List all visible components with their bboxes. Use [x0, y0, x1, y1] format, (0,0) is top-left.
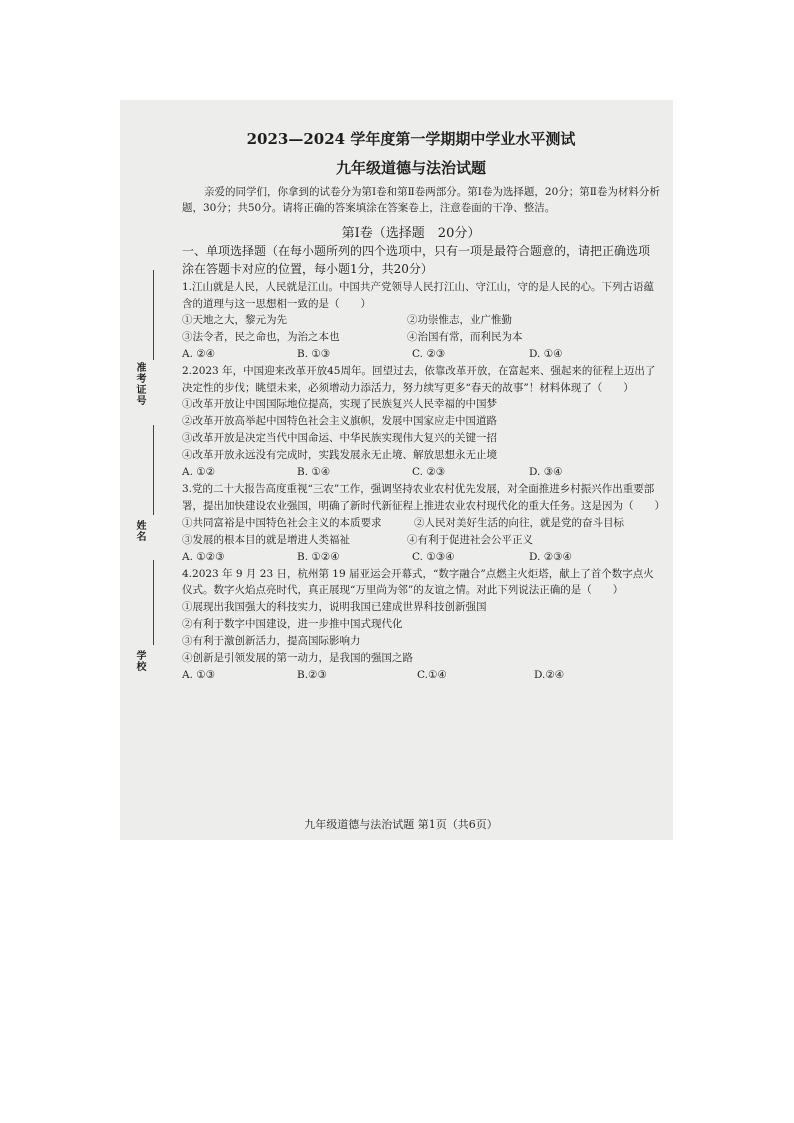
question-4-choice-d[interactable]: D.②④ — [534, 668, 565, 681]
question-4-item-4: ④创新是引领发展的第一动力，是我国的强国之路 — [182, 651, 413, 664]
question-4-choice-a[interactable]: A. ①③ — [182, 668, 216, 681]
question-4-item-3: ③有利于激创新活力，提高国际影响力 — [182, 634, 361, 647]
question-4-item-row-3 — [182, 633, 660, 650]
part-title: 第Ⅰ卷（选择题 20分） — [341, 226, 481, 241]
exam-subtitle: 九年级道德与法治试题 — [335, 159, 486, 177]
question-3-item-1: ①共同富裕是中国特色社会主义的本质要求 — [182, 516, 382, 529]
question-3-choice-b[interactable]: B. ①②④ — [297, 550, 340, 563]
question-2-choice-a[interactable]: A. ①② — [182, 466, 216, 479]
question-1-item-2: ②功崇惟志，业广惟勤 — [407, 314, 512, 327]
question-4-item-2: ②有利于数字中国建设，进一步推中国式现代化 — [182, 617, 403, 630]
question-3-choice-a[interactable]: A. ①②③ — [182, 550, 225, 563]
instructions: 亲爱的同学们，你拿到的试卷分为第Ⅰ卷和第Ⅱ卷两部分。第Ⅰ卷为选择题，20分；第Ⅱ卷为材料分析题，30分；共50分。请将正确的答案填涂在答案卷上，注意卷面的干净、整洁。 — [182, 186, 660, 214]
question-4-choice-b[interactable]: B.②③ — [297, 668, 327, 681]
section-heading: 一、单项选择题（在每小题所列的四个选项中，只有一项是最符合题意的，请把正确选项涂在答题卡对应的位置，每小题1分，共20分） — [182, 244, 651, 276]
question-2-item-1: ①改革开放让中国国际地位提高，实现了民族复兴人民幸福的中国梦 — [182, 398, 497, 411]
question-1-choice-d[interactable]: D. ①④ — [529, 348, 563, 361]
question-4-item-row-2 — [182, 616, 660, 633]
question-4-item-row-1 — [182, 599, 660, 616]
question-1-items-row-2 — [182, 329, 660, 346]
question-1-choice-b[interactable]: B. ①③ — [297, 348, 331, 361]
question-4-choice-c[interactable]: C.①④ — [417, 668, 447, 681]
question-3-item-3: ③发展的根本目的就是增进人类福祉 — [182, 533, 350, 546]
question-1-choice-c[interactable]: C. ②③ — [412, 348, 446, 361]
question-2-item-row-2 — [182, 413, 660, 430]
page-footer: 九年级道德与法治试题 第1页（共6页） — [304, 818, 498, 831]
question-2-item-row-4 — [182, 447, 660, 464]
question-3-stem: 3.党的二十大报告高度重视“三农”工作，强调坚持农业农村优先发展，对全面推进乡村振兴作出重要部署，提出加快建设农业强国，明确了新时代新征程上推进农业农村现代化的重大任务。这是因为（ ） — [182, 483, 665, 512]
question-3-item-2: ②人民对美好生活的向往，就是党的奋斗目标 — [414, 516, 624, 529]
question-1-item-1: ①天地之大，黎元为先 — [182, 314, 287, 327]
question-2-choice-d[interactable]: D. ③④ — [529, 466, 563, 479]
question-2-item-row-1 — [182, 396, 660, 413]
exam-id-label: 准考证号 — [134, 362, 145, 406]
exam-paper — [120, 100, 673, 840]
paper-content — [182, 128, 665, 684]
school-line — [153, 560, 154, 645]
question-4-choices — [182, 667, 660, 684]
question-2-stem: 2.2023 年，中国迎来改革开放45周年。回望过去，依靠改革开放，在富起来、强起来的征程上迈出了决定性的步伐；眺望未来，必须增动力添活力，努力续写更多“春天的故事”！材料体现了（ ） — [182, 365, 656, 394]
question-3-items-row-1 — [182, 515, 660, 532]
question-1-items-row-1 — [182, 312, 660, 329]
school-label: 学校 — [134, 650, 145, 672]
question-1-item-3: ③法令者，民之命也，为治之本也 — [182, 331, 340, 344]
question-4-item-1: ①展现出我国强大的科技实力，说明我国已建成世界科技创新强国 — [182, 600, 487, 613]
question-1-choice-a[interactable]: A. ②④ — [182, 348, 216, 361]
question-2-item-2: ②改革开放高举起中国特色社会主义旗帜，发展中国家应走中国道路 — [182, 415, 497, 428]
question-3-choices — [182, 549, 660, 566]
question-2-choice-b[interactable]: B. ①④ — [297, 466, 331, 479]
question-4-item-row-4 — [182, 650, 660, 667]
question-2-item-3: ③改革开放是决定当代中国命运、中华民族实现伟大复兴的关键一招 — [182, 432, 497, 445]
question-1-choices — [182, 346, 660, 363]
question-2-item-4: ④改革开放永远没有完成时，实践发展永无止境、解放思想永无止境 — [182, 449, 497, 462]
binding-margin — [120, 100, 182, 840]
question-4-stem: 4.2023 年 9 月 23 日，杭州第 19 届亚运会开幕式，“数字融合”点燃主火炬塔，献上了首个数字点火仪式。数字火焰点亮时代，真正展现“万里尚为邻”的友谊之情。对此下列说法正确的是（ ） — [182, 567, 654, 597]
name-label: 姓名 — [134, 520, 145, 542]
question-3-item-4: ④有利于促进社会公平正义 — [407, 533, 533, 546]
question-2-choice-c[interactable]: C. ②③ — [412, 466, 446, 479]
question-3-choice-c[interactable]: C. ①③④ — [412, 550, 455, 563]
question-3-items-row-2 — [182, 532, 660, 549]
question-3-choice-d[interactable]: D. ②③④ — [529, 550, 572, 563]
question-1-item-4: ④治国有常，而利民为本 — [407, 331, 523, 344]
question-2-choices — [182, 464, 660, 481]
exam-title: 2023—2024 学年度第一学期期中学业水平测试 — [246, 130, 576, 148]
exam-id-line — [153, 270, 154, 360]
question-1-stem: 1.江山就是人民，人民就是江山。中国共产党领导人民打江山、守江山，守的是人民的心。下列古语蕴含的道理与这一思想相一致的是（ ） — [182, 281, 655, 310]
name-line — [153, 425, 154, 515]
question-2-item-row-3 — [182, 430, 660, 447]
